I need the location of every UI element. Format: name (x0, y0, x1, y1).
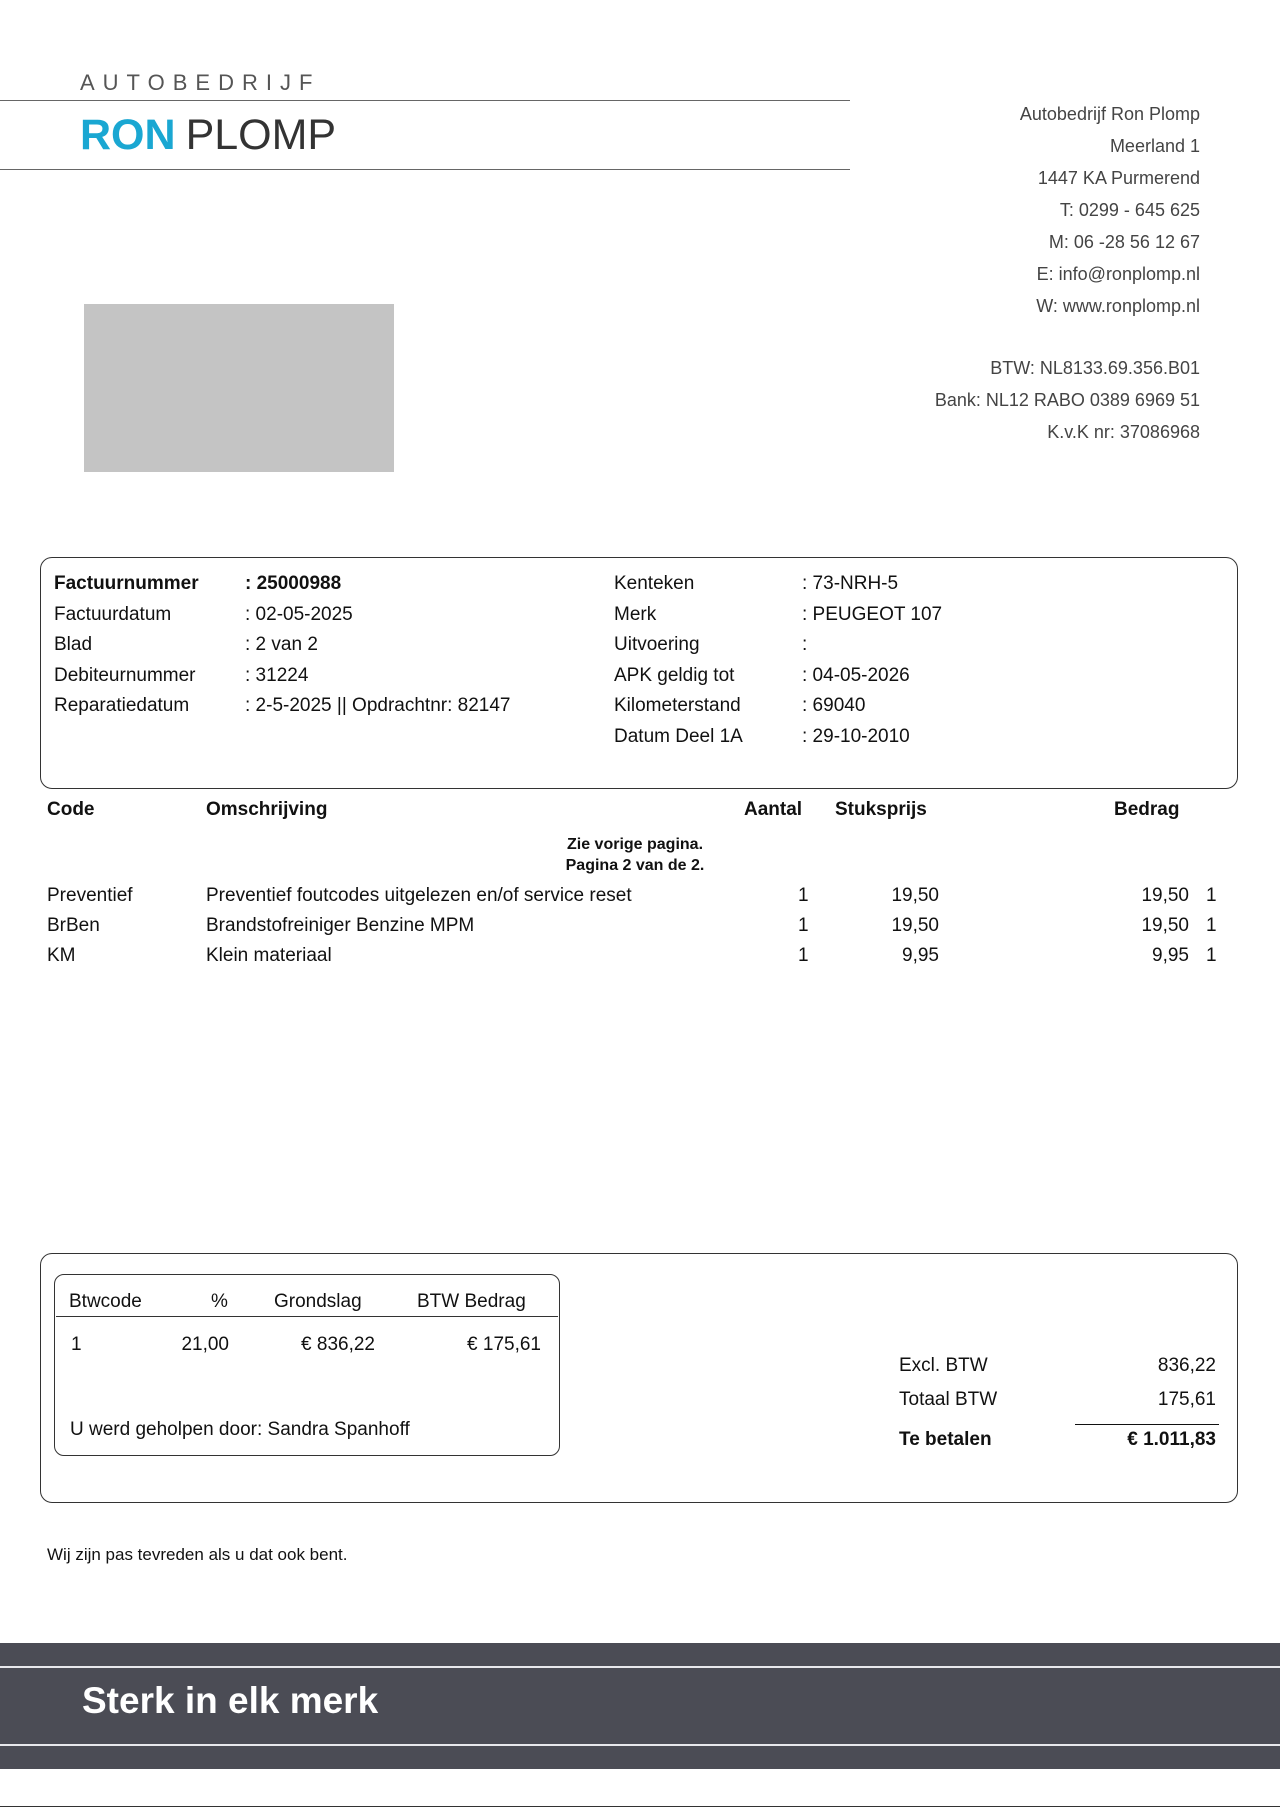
col-header-description: Omschrijving (206, 799, 328, 820)
item-vat-code: 1 (1206, 885, 1217, 906)
excl-btw-value: 836,22 (1157, 1355, 1216, 1376)
info-value: : 73-NRH-5 (802, 573, 899, 594)
company-bank: Bank: NL12 RABO 0389 6969 51 (934, 390, 1200, 410)
recipient-address-redacted (84, 304, 394, 472)
item-unit-price: 19,50 (891, 915, 939, 936)
info-label: Factuurnummer (54, 573, 199, 594)
company-mobile: M: 06 -28 56 12 67 (1048, 232, 1200, 252)
info-value: : 2 van 2 (245, 634, 318, 655)
closing-message: Wij zijn pas tevreden als u dat ook bent. (47, 1545, 348, 1564)
info-value: : 02-05-2025 (245, 603, 353, 625)
item-unit-price: 19,50 (891, 885, 939, 906)
invoice-info-right (614, 569, 1174, 752)
btw-row-amount: € 175,61 (467, 1334, 541, 1355)
logo-divider-bottom (0, 169, 850, 170)
page-note-pagination: Pagina 2 van de 2. (565, 857, 705, 874)
item-code: KM (47, 945, 76, 966)
info-row (54, 600, 614, 631)
table-row (0, 915, 1280, 945)
amount-due-label: Te betalen (899, 1429, 992, 1450)
info-label: APK geldig tot (614, 664, 735, 686)
btw-row-percent: 21,00 (181, 1334, 229, 1355)
info-row (614, 691, 1174, 722)
page-bottom-rule (0, 1806, 1280, 1807)
company-logo (80, 110, 336, 160)
item-vat-code: 1 (1206, 945, 1217, 966)
info-label: Reparatiedatum (54, 695, 190, 716)
item-quantity: 1 (798, 915, 809, 936)
item-quantity: 1 (798, 945, 809, 966)
info-row (614, 600, 1174, 631)
footer-line-top (0, 1666, 1280, 1668)
info-label: Kilometerstand (614, 695, 741, 716)
info-value: : 2-5-2025 || Opdrachtnr: 82147 (245, 695, 511, 716)
table-row (0, 885, 1280, 915)
info-value: : 31224 (245, 664, 309, 686)
btw-header-code: Btwcode (69, 1291, 142, 1312)
info-value: : 04-05-2026 (802, 664, 910, 686)
item-unit-price: 9,95 (902, 945, 939, 966)
info-row (54, 691, 614, 722)
info-label: Factuurdatum (54, 603, 172, 625)
company-kvk: K.v.K nr: 37086968 (1047, 422, 1200, 442)
info-value: : PEUGEOT 107 (802, 603, 943, 625)
item-quantity: 1 (798, 885, 809, 906)
page-note-previous: Zie vorige pagina. (566, 836, 704, 853)
item-code: BrBen (47, 915, 100, 936)
total-btw-value: 175,61 (1157, 1389, 1216, 1410)
company-city: 1447 KA Purmerend (1037, 168, 1200, 188)
excl-btw-label: Excl. BTW (899, 1355, 988, 1376)
info-value: : 69040 (802, 695, 866, 716)
item-description: Brandstofreiniger Benzine MPM (206, 915, 475, 936)
info-row (614, 722, 1174, 753)
btw-row-base: € 836,22 (301, 1334, 375, 1355)
info-row (54, 569, 614, 600)
company-phone: T: 0299 - 645 625 (1059, 200, 1200, 220)
logo-ron: RON (80, 111, 176, 159)
company-street: Meerland 1 (1109, 136, 1200, 156)
info-row (54, 661, 614, 692)
item-amount: 19,50 (1141, 915, 1189, 936)
info-row (54, 630, 614, 661)
info-label: Merk (614, 603, 657, 625)
helped-by: U werd geholpen door: Sandra Spanhoff (70, 1419, 410, 1440)
info-label: Kenteken (614, 573, 695, 594)
company-website: W: www.ronplomp.nl (1036, 296, 1200, 316)
logo-tagline: AUTOBEDRIJF (80, 70, 321, 95)
info-row (614, 630, 1174, 661)
info-label: Uitvoering (614, 634, 700, 655)
item-code: Preventief (47, 885, 133, 906)
logo-plomp: PLOMP (185, 111, 337, 159)
btw-header-percent: % (211, 1291, 228, 1312)
item-vat-code: 1 (1206, 915, 1217, 936)
info-label: Datum Deel 1A (614, 725, 743, 747)
info-row (614, 661, 1174, 692)
company-name: Autobedrijf Ron Plomp (1019, 104, 1200, 124)
table-row (0, 945, 1280, 975)
info-value: : (802, 634, 808, 655)
footer-slogan: Sterk in elk merk (82, 1680, 379, 1721)
item-amount: 19,50 (1141, 885, 1189, 906)
btw-header-base: Grondslag (274, 1291, 362, 1312)
btw-header-amount: BTW Bedrag (417, 1291, 526, 1312)
logo-divider-top (0, 100, 850, 101)
col-header-code: Code (47, 799, 95, 820)
info-label: Blad (54, 634, 93, 655)
company-details (935, 98, 1200, 448)
col-header-amount: Bedrag (1114, 799, 1180, 820)
col-header-quantity: Aantal (744, 799, 803, 820)
company-btw: BTW: NL8133.69.356.B01 (990, 358, 1200, 378)
item-description: Preventief foutcodes uitgelezen en/of service reset (206, 885, 632, 906)
footer-line-bottom (0, 1744, 1280, 1746)
col-header-unit-price: Stuksprijs (835, 799, 927, 820)
total-underline (1075, 1424, 1219, 1425)
amount-due-value: € 1.011,83 (1127, 1429, 1216, 1450)
info-row (614, 569, 1174, 600)
info-label: Debiteurnummer (54, 664, 196, 686)
info-value: : 29-10-2010 (802, 725, 910, 747)
btw-row-code: 1 (71, 1334, 82, 1355)
company-email: E: info@ronplomp.nl (1036, 264, 1200, 284)
total-btw-label: Totaal BTW (899, 1389, 998, 1410)
item-amount: 9,95 (1152, 945, 1189, 966)
invoice-info-left (54, 569, 614, 722)
info-value: : 25000988 (245, 573, 342, 594)
btw-table-divider (56, 1316, 558, 1317)
item-description: Klein materiaal (206, 945, 332, 966)
